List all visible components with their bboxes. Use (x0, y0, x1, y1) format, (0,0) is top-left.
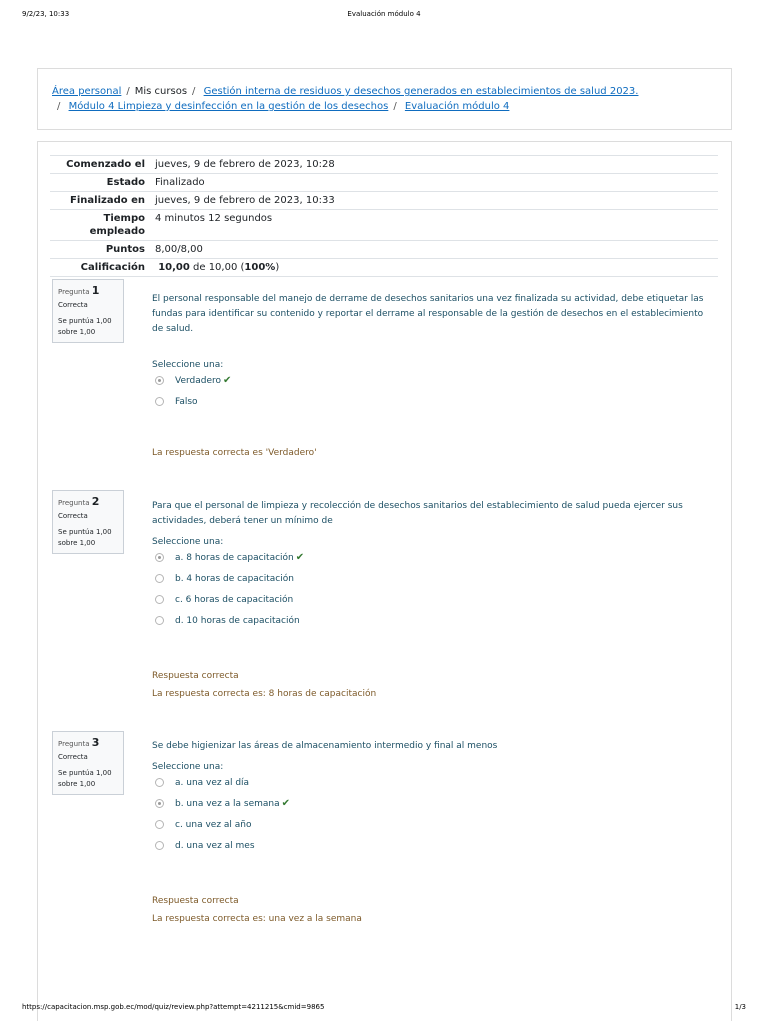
summary-row (50, 210, 718, 241)
question-grade: Se puntúa 1,00 sobre 1,00 (58, 317, 112, 336)
grade-close: ) (275, 262, 280, 273)
question-number-value: 1 (91, 284, 100, 297)
print-date: 9/2/23, 10:33 (22, 10, 70, 18)
print-page-number: 1/3 (734, 1003, 746, 1011)
summary-value: Finalizado (155, 177, 205, 188)
summary-value: 4 minutos 12 segundos (155, 213, 273, 224)
question-state: Correcta (58, 753, 88, 761)
question-label: Pregunta (58, 499, 90, 507)
summary-row (50, 192, 718, 210)
summary-row (50, 241, 718, 259)
question-content (152, 739, 712, 925)
breadcrumb-separator: / (126, 86, 130, 97)
question-number (58, 284, 118, 297)
answer-label-text: a. una vez al día (175, 778, 250, 788)
answer-label-text: d. 10 horas de capacitación (175, 616, 300, 626)
answer-prompt: Seleccione una: (152, 537, 224, 547)
breadcrumb-separator: / (192, 86, 196, 97)
check-icon: ✔ (223, 375, 232, 386)
answer-radio[interactable] (155, 397, 164, 406)
answer-radio[interactable] (155, 841, 164, 850)
answer-option[interactable] (152, 615, 712, 636)
answer-option-label (175, 573, 294, 585)
summary-label: Estado (106, 177, 145, 188)
summary-row (50, 259, 718, 277)
answer-label-text: c. una vez al año (175, 820, 252, 830)
answer-option-label (175, 552, 304, 564)
question-grade: Se puntúa 1,00 sobre 1,00 (58, 769, 112, 788)
answer-option-label (175, 396, 198, 408)
summary-label: Comenzado el (66, 159, 145, 170)
answer-option-label (175, 594, 293, 606)
question-state: Correcta (58, 512, 88, 520)
summary-value: jueves, 9 de febrero de 2023, 10:33 (155, 195, 335, 206)
question-number-value: 2 (91, 495, 100, 508)
answer-option[interactable] (152, 594, 712, 615)
summary-row (50, 174, 718, 192)
summary-value: 8,00/8,00 (155, 244, 203, 255)
question-state: Correcta (58, 301, 88, 309)
answer-option[interactable] (152, 798, 712, 819)
question-label: Pregunta (58, 288, 90, 296)
question-content (152, 292, 712, 459)
answer-option[interactable] (152, 552, 712, 573)
answer-radio[interactable] (155, 799, 164, 808)
breadcrumb-separator: / (57, 101, 61, 112)
print-footer (22, 1003, 746, 1015)
answer-prompt: Seleccione una: (152, 762, 224, 772)
question-text: Se debe higienizar las áreas de almacenamiento intermedio y final al menos (152, 741, 498, 751)
answer-option[interactable] (152, 573, 712, 594)
answer-list (152, 552, 712, 636)
breadcrumb (52, 84, 717, 114)
answer-option-label (175, 615, 300, 627)
answer-option[interactable] (152, 840, 712, 861)
breadcrumb-card (37, 68, 732, 130)
question-info (52, 731, 124, 795)
question-info (52, 490, 124, 554)
answer-option[interactable] (152, 819, 712, 840)
question-label: Pregunta (58, 740, 90, 748)
feedback-general: Respuesta correcta (152, 896, 239, 906)
summary-label: Tiempo empleado (89, 213, 145, 237)
answer-option-label (175, 819, 252, 831)
feedback-right-answer: La respuesta correcta es: una vez a la semana (152, 914, 362, 924)
feedback-right-answer: La respuesta correcta es: 8 horas de capacitación (152, 689, 377, 699)
question-info (52, 279, 124, 343)
attempt-summary-table (50, 155, 718, 277)
grade-value: 10,00 (158, 262, 190, 273)
grade-rest: de 10,00 ( (193, 262, 245, 273)
print-header (22, 10, 746, 22)
answer-radio[interactable] (155, 778, 164, 787)
answer-label-text: b. 4 horas de capacitación (175, 574, 294, 584)
check-icon: ✔ (295, 552, 305, 563)
check-icon: ✔ (281, 798, 291, 809)
question-content (152, 499, 712, 700)
answer-label-text: Verdadero (175, 376, 222, 386)
breadcrumb-home-link[interactable]: Área personal (52, 86, 122, 97)
summary-label: Calificación (80, 262, 145, 273)
summary-value: jueves, 9 de febrero de 2023, 10:28 (155, 159, 335, 170)
answer-list (152, 777, 712, 861)
answer-option-label (175, 840, 255, 852)
question-grade: Se puntúa 1,00 sobre 1,00 (58, 528, 112, 547)
breadcrumb-quiz-link[interactable]: Evaluación módulo 4 (404, 101, 510, 112)
answer-option-label (175, 798, 290, 810)
summary-value (152, 259, 718, 277)
answer-radio[interactable] (155, 553, 164, 562)
answer-label-text: b. una vez a la semana (175, 799, 280, 809)
summary-row (50, 156, 718, 174)
question-number (58, 736, 118, 749)
answer-option-label (175, 375, 231, 387)
answer-list (152, 375, 712, 417)
quiz-review-card (37, 141, 732, 1021)
summary-label: Puntos (105, 244, 145, 255)
answer-radio[interactable] (155, 574, 164, 583)
question-text: El personal responsable del manejo de derrame de desechos sanitarios una vez finalizada su actividad, debe etiquetar las fundas para identificar su contenido y reportar el derrame al responsable de la gestión de desechos en el establecimiento de salud. (152, 294, 704, 334)
answer-radio[interactable] (155, 820, 164, 829)
breadcrumb-module-link[interactable]: Módulo 4 Limpieza y desinfección en la gestión de los desechos (68, 101, 389, 112)
print-url: https://capacitacion.msp.gob.ec/mod/quiz/review.php?attempt=4211215&cmid=9865 (22, 1003, 325, 1011)
answer-option-label (175, 777, 249, 789)
feedback-general: Respuesta correcta (152, 671, 239, 681)
question-number-value: 3 (91, 736, 100, 749)
answer-option[interactable] (152, 375, 712, 396)
answer-radio[interactable] (155, 376, 164, 385)
breadcrumb-course-link[interactable]: Gestión interna de residuos y desechos generados en establecimientos de salud 2023. (203, 86, 639, 97)
answer-label-text: a. 8 horas de capacitación (175, 553, 294, 563)
answer-prompt: Seleccione una: (152, 360, 224, 370)
answer-radio[interactable] (155, 616, 164, 625)
answer-option[interactable] (152, 777, 712, 798)
print-title: Evaluación módulo 4 (347, 10, 421, 18)
grade-percent: 100% (244, 262, 276, 273)
answer-radio[interactable] (155, 595, 164, 604)
answer-label-text: Falso (175, 397, 198, 407)
answer-label-text: d. una vez al mes (175, 841, 255, 851)
summary-label: Finalizado en (70, 195, 145, 206)
answer-label-text: c. 6 horas de capacitación (175, 595, 294, 605)
question-number (58, 495, 118, 508)
answer-option[interactable] (152, 396, 712, 417)
breadcrumb-separator: / (393, 101, 397, 112)
feedback-right-answer: La respuesta correcta es 'Verdadero' (152, 448, 317, 458)
breadcrumb-my-courses: Mis cursos (134, 86, 188, 97)
question-text: Para que el personal de limpieza y recolección de desechos sanitarios del establecimiento de salud pueda ejercer sus actividades, deberá tener un mínimo de (152, 501, 683, 526)
